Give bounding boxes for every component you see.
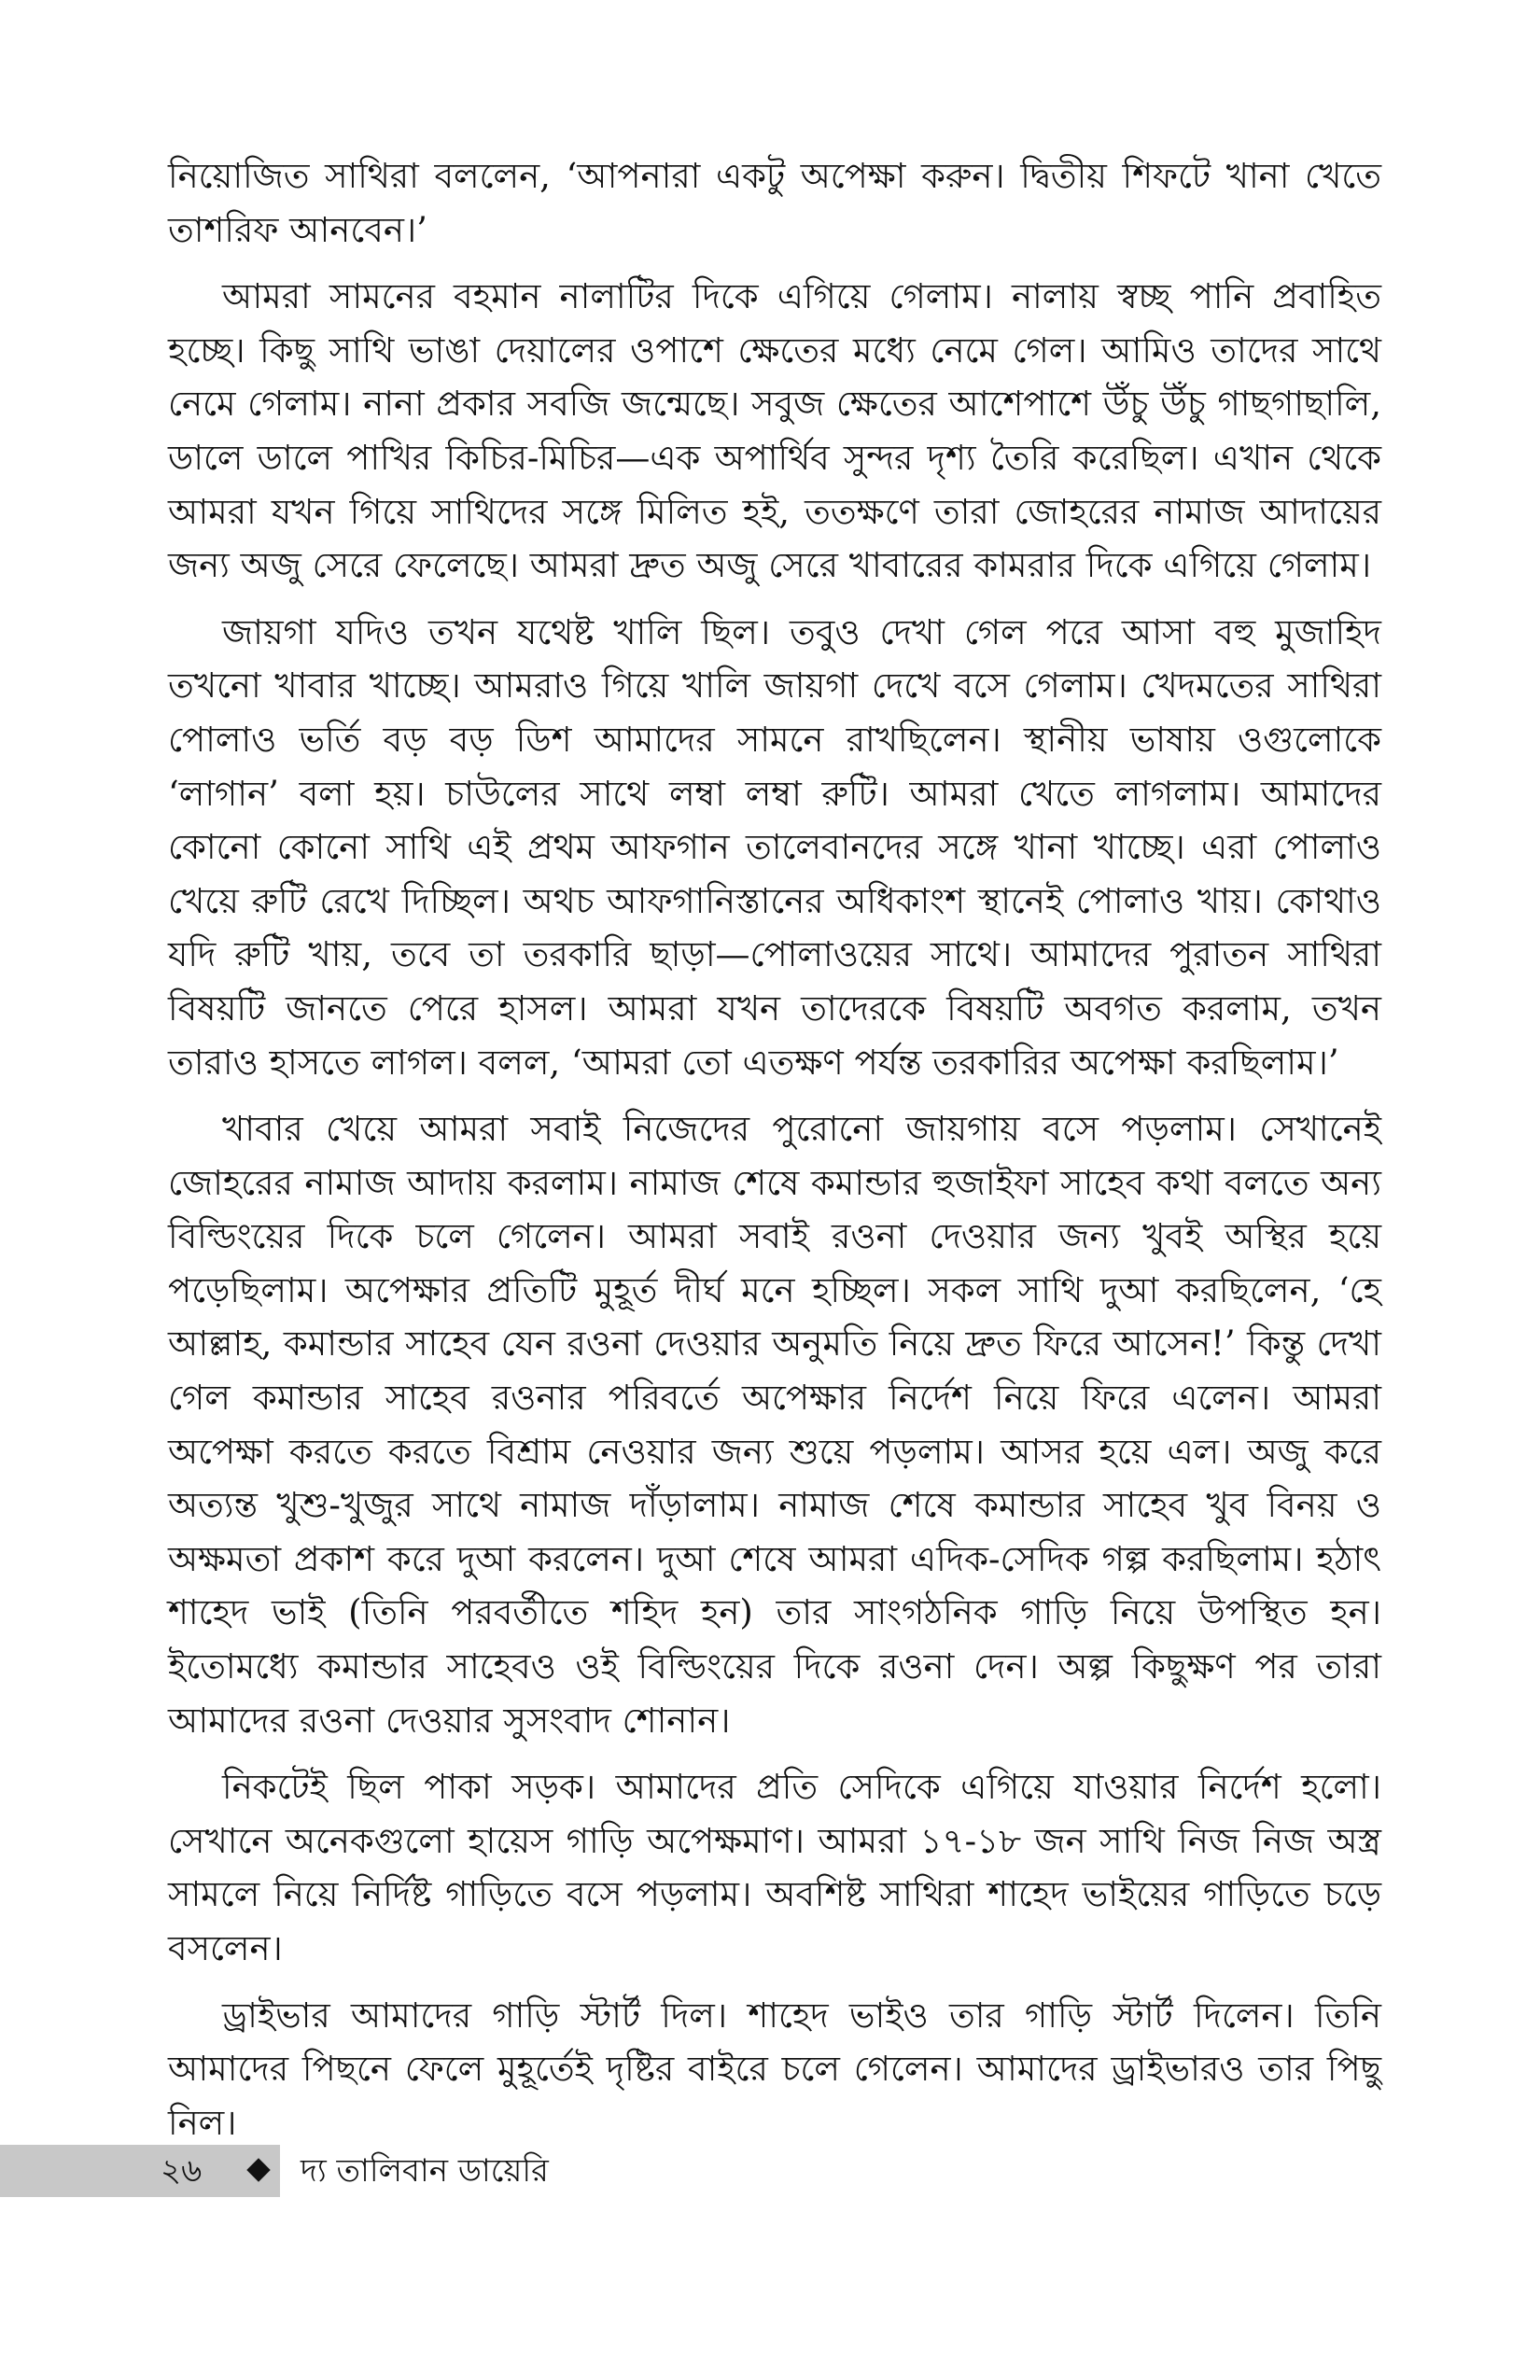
running-title: দ্য তালিবান ডায়েরি [301,2152,549,2190]
paragraph-1: নিয়োজিত সাথিরা বললেন, ‘আপনারা একটু অপেক্ষা করুন। দ্বিতীয় শিফটে খানা খেতে তাশরিফ আনবেন।’ [168,156,1381,250]
paragraph-5: নিকটেই ছিল পাকা সড়ক। আমাদের প্রতি সেদিকে এগিয়ে যাওয়ার নির্দেশ হলো। সেখানে অনেকগুলো হায়েস গাড়ি অপেক্ষমাণ। আমরা ১৭-১৮ জন সাথি নিজ নিজ অস্ত্র সামলে নিয়ে নির্দিষ্ট গাড়িতে বসে পড়লাম। অবশিষ্ট সাথিরা শাহেদ ভাইয়ের গাড়িতে চড়ে বসলেন। [168,1767,1381,1968]
paragraph-4: খাবার খেয়ে আমরা সবাই নিজেদের পুরোনো জায়গায় বসে পড়লাম। সেখানেই জোহরের নামাজ আদায় করলাম। নামাজ শেষে কমান্ডার হুজাইফা সাহেব কথা বলতে অন্য বিল্ডিংয়ের দিকে চলে গেলেন। আমরা সবাই রওনা দেওয়ার জন্য খুবই অস্থির হয়ে পড়েছিলাম। অপেক্ষার প্রতিটি মুহূর্ত দীর্ঘ মনে হচ্ছিল। সকল সাথি দুআ করছিলেন, ‘হে আল্লাহ, কমান্ডার সাহেব যেন রওনা দেওয়ার অনুমতি নিয়ে দ্রুত ফিরে আসেন!’ কিন্তু দেখা গেল কমান্ডার সাহেব রওনার পরিবর্তে অপেক্ষার নির্দেশ নিয়ে ফিরে এলেন। আমরা অপেক্ষা করতে করতে বিশ্রাম নেওয়ার জন্য শুয়ে পড়লাম। আসর হয়ে এল। অজু করে অত্যন্ত খুশু-খুজুর সাথে নামাজ দাঁড়ালাম। নামাজ শেষে কমান্ডার সাহেব খুব বিনয় ও অক্ষমতা প্রকাশ করে দুআ করলেন। দুআ শেষে আমরা এদিক-সেদিক গল্প করছিলাম। হঠাৎ শাহেদ ভাই (তিনি পরবর্তীতে শহিদ হন) তার সাংগঠনিক গাড়ি নিয়ে উপস্থিত হন। ইতোমধ্যে কমান্ডার সাহেবও ওই বিল্ডিংয়ের দিকে রওনা দেন। অল্প কিছুক্ষণ পর তারা আমাদের রওনা দেওয়ার সুসংবাদ শোনান। [168,1109,1381,1741]
page-footer [0,2145,1540,2197]
footer-bar [0,2145,280,2197]
paragraph-2: আমরা সামনের বহমান নালাটির দিকে এগিয়ে গেলাম। নালায় স্বচ্ছ পানি প্রবাহিত হচ্ছে। কিছু সাথি ভাঙা দেয়ালের ওপাশে ক্ষেতের মধ্যে নেমে গেল। আমিও তাদের সাথে নেমে গেলাম। নানা প্রকার সবজি জন্মেছে। সবুজ ক্ষেতের আশেপাশে উঁচু উঁচু গাছগাছালি, ডালে ডালে পাখির কিচির-মিচির—এক অপার্থিব সুন্দর দৃশ্য তৈরি করেছিল। এখান থেকে আমরা যখন গিয়ে সাথিদের সঙ্গে মিলিত হই, ততক্ষণে তারা জোহরের নামাজ আদায়ের জন্য অজু সেরে ফেলেছে। আমরা দ্রুত অজু সেরে খাবারের কামরার দিকে এগিয়ে গেলাম। [168,276,1381,586]
page-number: ২৬ [161,2152,203,2190]
paragraph-3: জায়গা যদিও তখন যথেষ্ট খালি ছিল। তবুও দেখা গেল পরে আসা বহু মুজাহিদ তখনো খাবার খাচ্ছে। আমরাও গিয়ে খালি জায়গা দেখে বসে গেলাম। খেদমতের সাথিরা পোলাও ভর্তি বড় বড় ডিশ আমাদের সামনে রাখছিলেন। স্থানীয় ভাষায় ওগুলোকে ‘লাগান’ বলা হয়। চাউলের সাথে লম্বা লম্বা রুটি। আমরা খেতে লাগলাম। আমাদের কোনো কোনো সাথি এই প্রথম আফগান তালেবানদের সঙ্গে খানা খাচ্ছে। এরা পোলাও খেয়ে রুটি রেখে দিচ্ছিল। অথচ আফগানিস্তানের অধিকাংশ স্থানেই পোলাও খায়। কোথাও যদি রুটি খায়, তবে তা তরকারি ছাড়া—পোলাওয়ের সাথে। আমাদের পুরাতন সাথিরা বিষয়টি জানতে পেরে হাসল। আমরা যখন তাদেরকে বিষয়টি অবগত করলাম, তখন তারাও হাসতে লাগল। বলল, ‘আমরা তো এতক্ষণ পর্যন্ত তরকারির অপেক্ষা করছিলাম।’ [168,611,1381,1083]
paragraph-6: ড্রাইভার আমাদের গাড়ি স্টার্ট দিল। শাহেদ ভাইও তার গাড়ি স্টার্ট দিলেন। তিনি আমাদের পিছনে ফেলে মুহূর্তেই দৃষ্টির বাইরে চলে গেলেন। আমাদের ড্রাইভারও তার পিছু নিল। [168,1995,1381,2143]
body-text [168,149,1381,2163]
